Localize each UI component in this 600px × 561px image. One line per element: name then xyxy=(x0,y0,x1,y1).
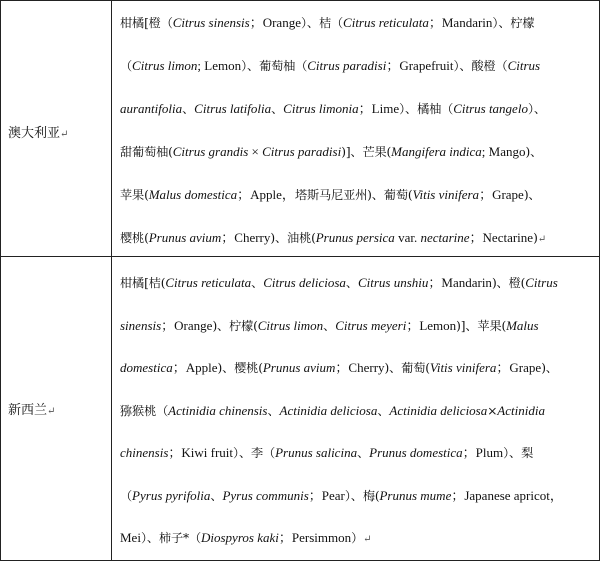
fruit-line: sinensis；Orange)、柠檬(Citrus limon、Citrus meyeri；Lemon)]、苹果(Malus xyxy=(120,318,539,333)
country-cell-new-zealand xyxy=(8,399,55,418)
table-border-left xyxy=(0,0,1,561)
fruit-line: 柑橘[橙（Citrus sinensis；Orange）、桔（Citrus reticulata；Mandarin）、柠檬 xyxy=(120,15,535,30)
column-divider xyxy=(111,0,112,561)
country-name: 新西兰 xyxy=(8,403,48,418)
fruit-line: domestica；Apple)、樱桃(Prunus avium；Cherry)、葡萄(Vitis vinifera；Grape)、 xyxy=(120,360,558,375)
country-cell-australia xyxy=(8,122,68,141)
row-divider xyxy=(0,256,600,257)
table-border-top xyxy=(0,0,600,1)
paragraph-mark: ↵ xyxy=(60,129,69,140)
fruit-line: 苹果(Malus domestica；Apple，塔斯马尼亚州)、葡萄(Vitis vinifera；Grape)、 xyxy=(120,187,541,202)
fruit-line: 甜葡萄柚(Citrus grandis × Citrus paradisi)]、芒果(Mangifera indica; Mango)、 xyxy=(120,144,543,159)
fruit-line: （Citrus limon; Lemon）、葡萄柚（Citrus paradisi；Grapefruit）、酸橙（Citrus xyxy=(120,58,541,73)
fruit-line: （Pyrus pyrifolia、Pyrus communis；Pear）、梅(Prunus mume；Japanese apricot， xyxy=(120,488,563,503)
country-name: 澳大利亚 xyxy=(8,126,61,141)
fruit-line: aurantifolia、Citrus latifolia、Citrus limonia；Lime）、橘柚（Citrus tangelo）、 xyxy=(120,101,546,116)
fruit-line: 柑橘[桔(Citrus reticulata、Citrus deliciosa、Citrus unshiu；Mandarin)、橙(Citrus xyxy=(120,275,558,290)
fruit-line: Mei）、柿子*（Diospyros kaki；Persimmon）↵ xyxy=(120,530,372,545)
fruit-line: chinensis；Kiwi fruit）、李（Prunus salicina、Prunus domestica；Plum）、梨 xyxy=(120,445,534,460)
fruit-line: 樱桃(Prunus avium；Cherry)、油桃(Prunus persica var. nectarine；Nectarine)↵ xyxy=(120,230,546,245)
fruit-line: 猕猴桃（Actinidia chinensis、Actinidia deliciosa、Actinidia deliciosa×Actinidia xyxy=(120,403,545,418)
paragraph-mark: ↵ xyxy=(47,406,56,417)
